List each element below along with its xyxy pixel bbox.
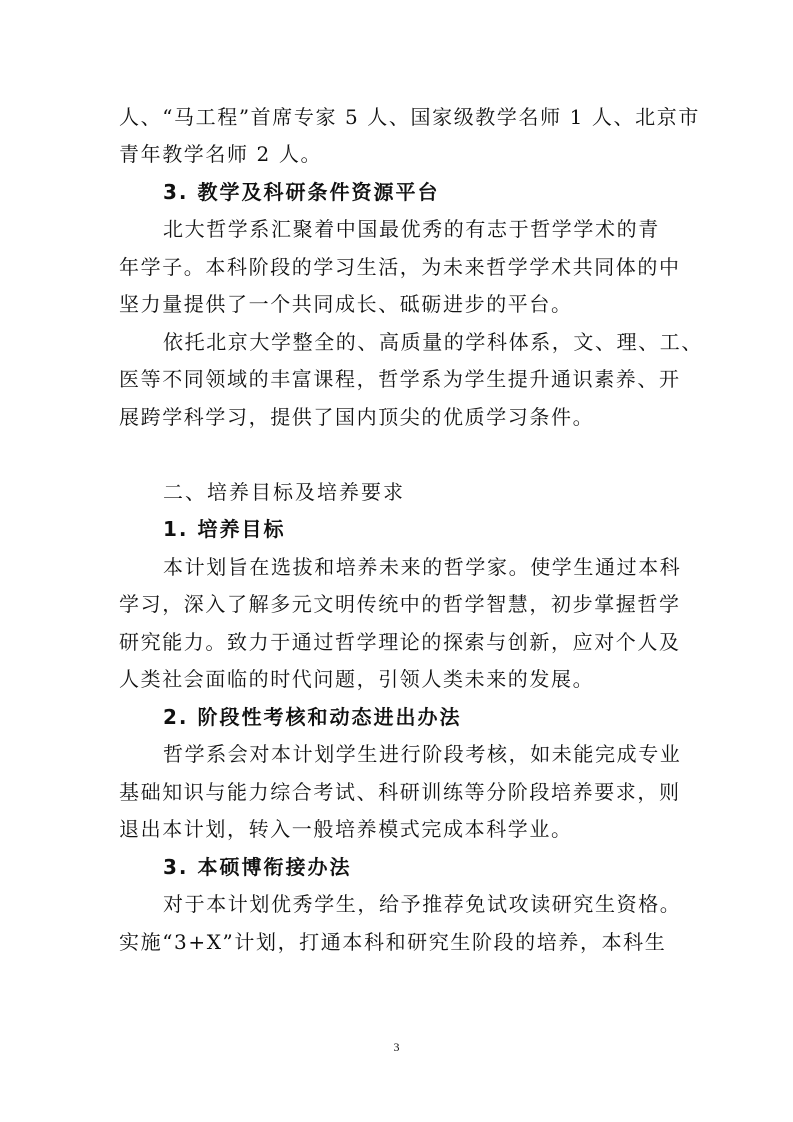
page-number: 3 [393,1040,400,1054]
paragraph-line: 哲学系会对本计划学生进行阶段考核，如未能完成专业 [163,742,682,766]
paragraph-line: 展跨学科学习，提供了国内顶尖的优质学习条件。 [119,405,595,429]
heading-teaching-resources: 3. 教学及科研条件资源平台 [163,180,440,204]
paragraph-line: 研究能力。致力于通过哲学理论的探索与创新，应对个人及 [119,630,681,654]
paragraph-line: 学习，深入了解多元文明传统中的哲学智慧，初步掌握哲学 [119,592,681,616]
paragraph-line: 北大哲学系汇聚着中国最优秀的有志于哲学学术的青 [163,217,660,241]
section-title: 二、培养目标及培养要求 [163,480,405,504]
paragraph-line: 实施“3+X”计划，打通本科和研究生阶段的培养，本科生 [119,930,667,954]
paragraph-line: 坚力量提供了一个共同成长、砥砺进步的平台。 [119,292,573,316]
paragraph-line: 青年教学名师 2 人。 [119,142,323,166]
paragraph-line: 基础知识与能力综合考试、科研训练等分阶段培养要求，则 [119,780,681,804]
heading-bridging: 3. 本硕博衔接办法 [163,855,352,879]
paragraph-line: 医等不同领域的丰富课程，哲学系为学生提升通识素养、开 [119,367,681,391]
heading-goals: 1. 培养目标 [163,517,286,541]
paragraph-line: 本计划旨在选拔和培养未来的哲学家。使学生通过本科 [163,555,682,579]
paragraph-line: 年学子。本科阶段的学习生活，为未来哲学学术共同体的中 [119,255,681,279]
paragraph-line: 对于本计划优秀学生，给予推荐免试攻读研究生资格。 [163,892,682,916]
heading-assessment: 2. 阶段性考核和动态进出办法 [163,705,462,729]
paragraph-line: 人、“马工程”首席专家 5 人、国家级教学名师 1 人、北京市 [119,105,700,129]
paragraph-line: 依托北京大学整全的、高质量的学科体系，文、理、工、 [163,330,703,354]
paragraph-line: 人类社会面临的时代问题，引领人类未来的发展。 [119,667,595,691]
paragraph-line: 退出本计划，转入一般培养模式完成本科学业。 [119,817,573,841]
